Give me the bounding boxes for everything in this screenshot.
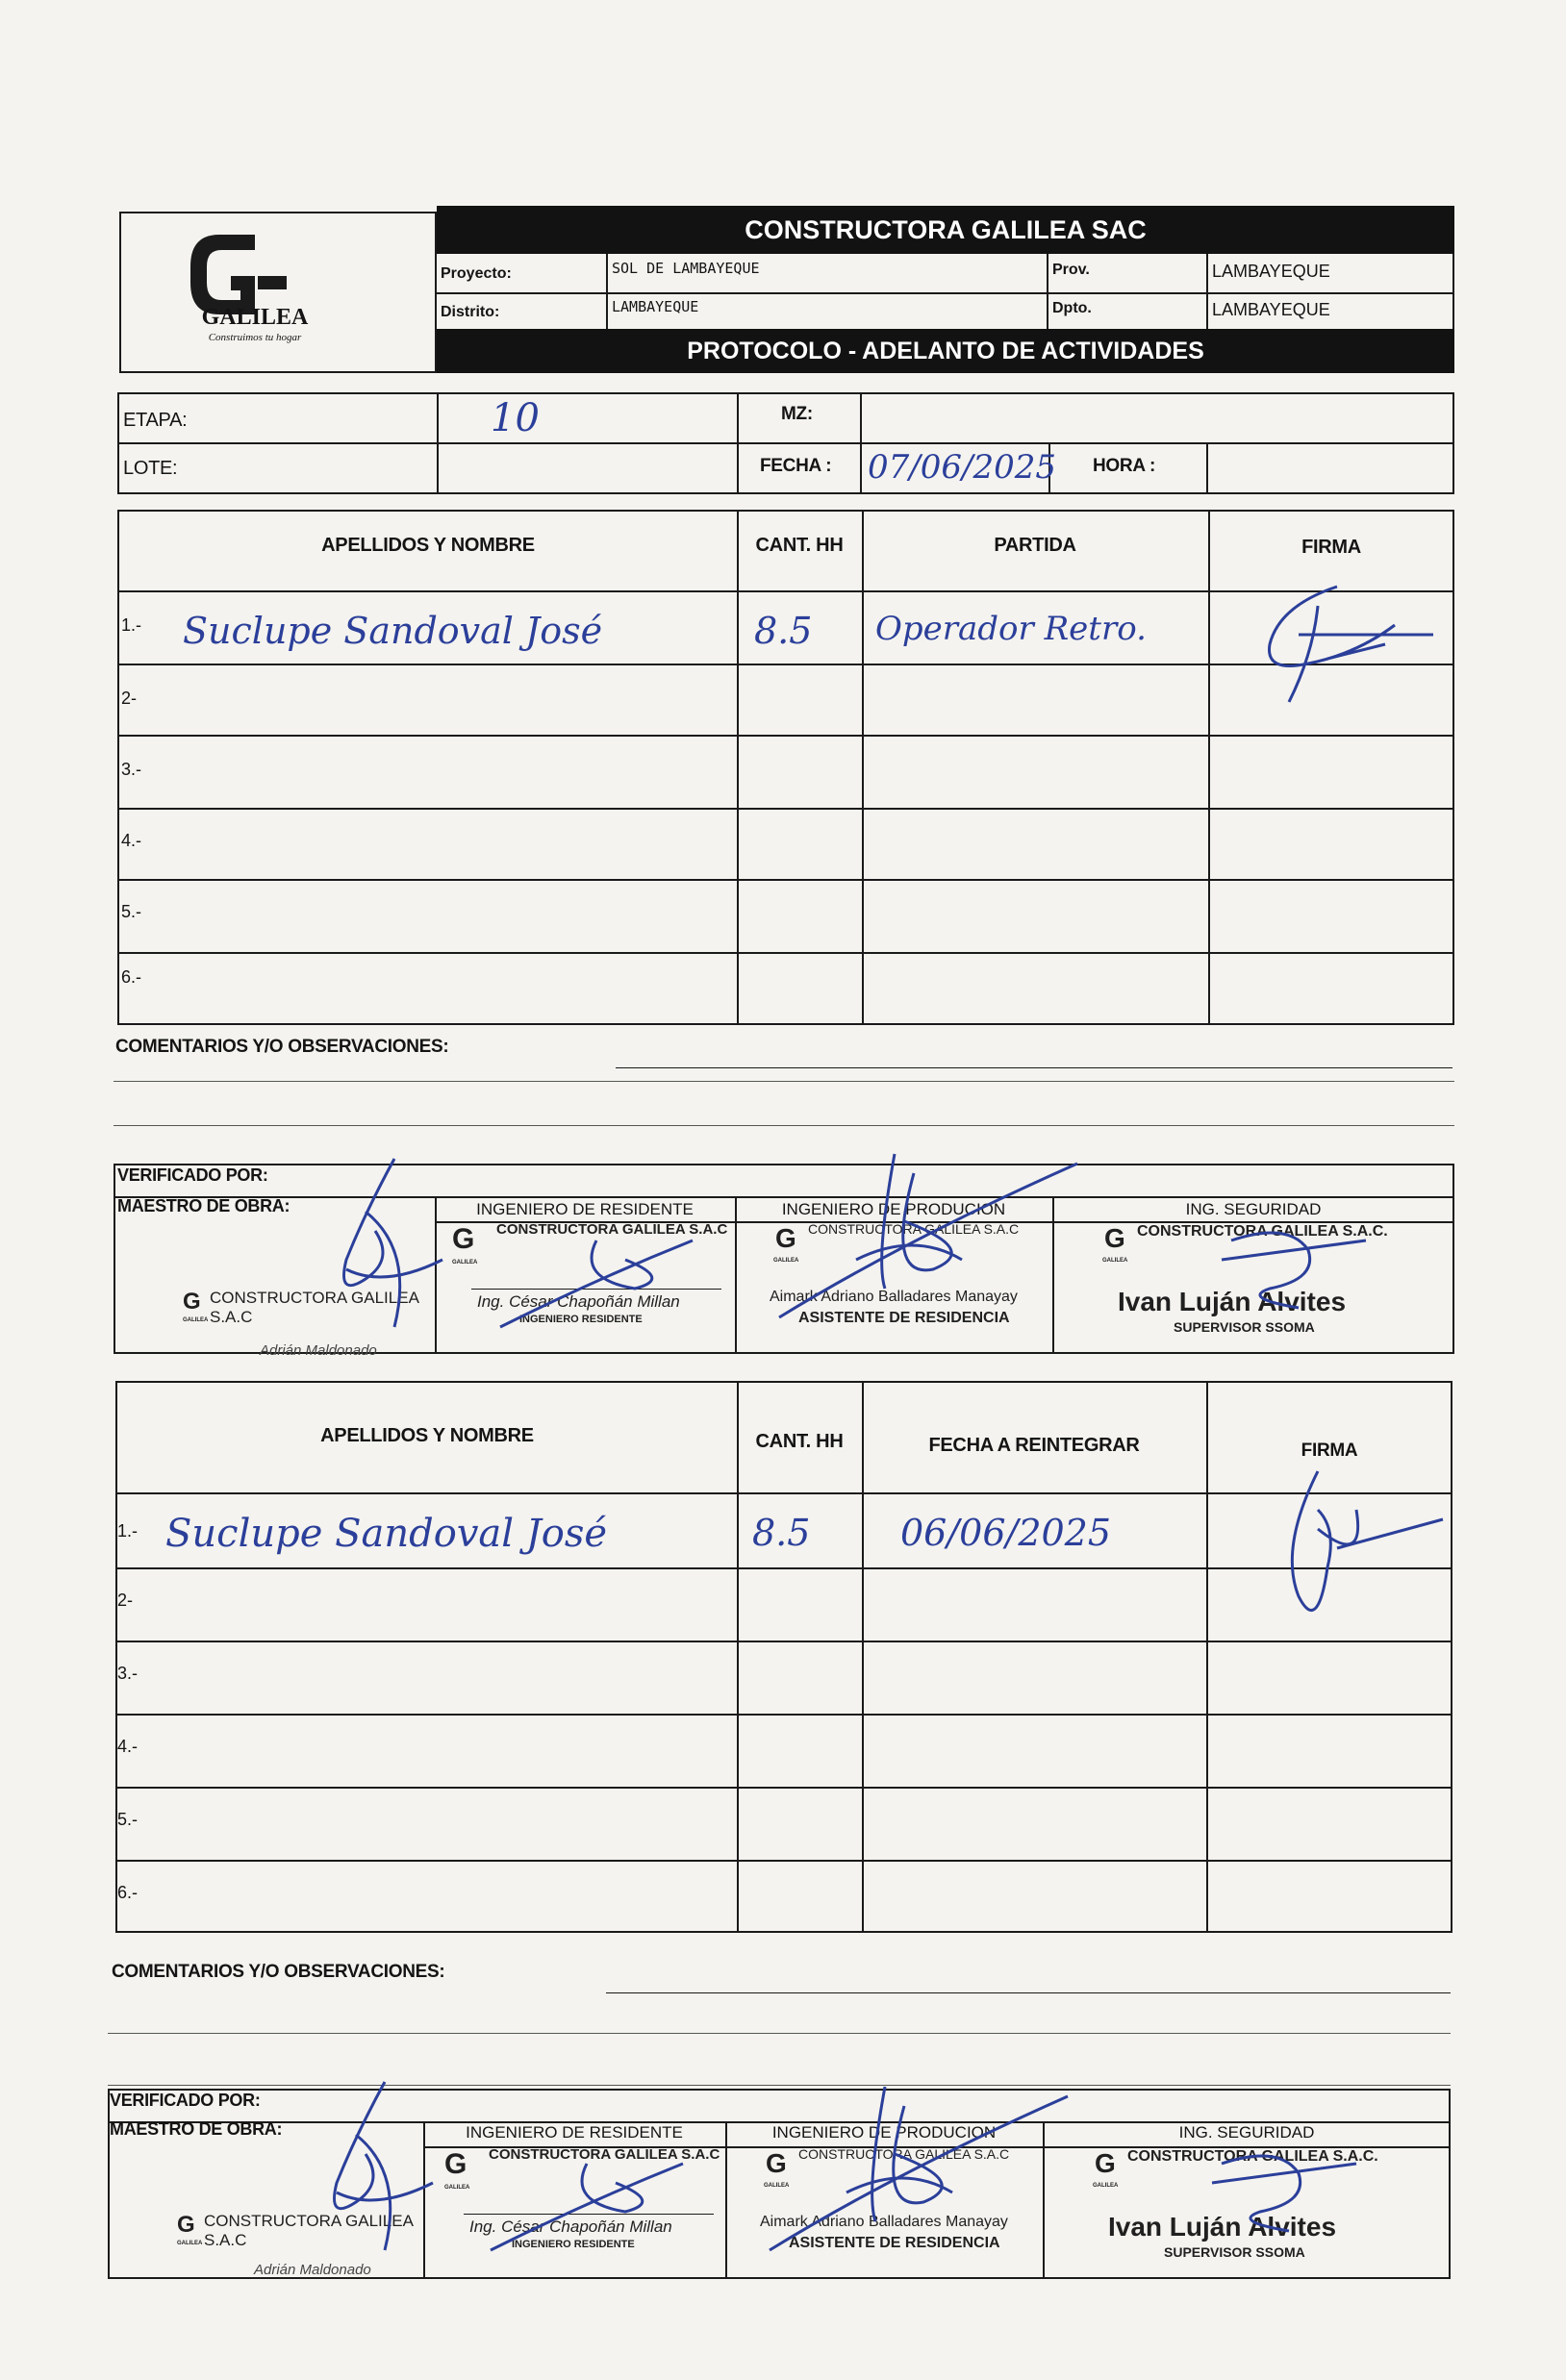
t1-row-num: 5.- (121, 902, 142, 921)
t2-row-num: 4.- (117, 1737, 139, 1756)
t2-row-num: 1.- (117, 1521, 139, 1541)
t2-comment-line (606, 1992, 1451, 1993)
v2-seguridad-label: ING. SEGURIDAD (1178, 2123, 1315, 2142)
reintegro-table (115, 1381, 1452, 1933)
v2-seguridad-logo: GALILEA (1093, 2183, 1119, 2189)
v1-produccion-label: INGENIERO DE PRODUCION (781, 1200, 1006, 1218)
v1-seguridad-role: SUPERVISOR SSOMA (1174, 1319, 1315, 1335)
v1-maestro-stamp-logo-icon: G (183, 1289, 201, 1315)
fecha-value: 07/06/2025 (868, 448, 1056, 487)
t2-header-fecha: FECHA A REINTEGRAR (928, 1435, 1140, 1456)
t2-row-line (115, 1641, 1452, 1642)
fecha-label: FECHA : (760, 456, 832, 476)
v1-residente-company: CONSTRUCTORA GALILEA S.A.C (496, 1221, 728, 1238)
v2-produccion-label: INGENIERO DE PRODUCION (771, 2123, 997, 2142)
v2-produccion-signature (760, 2077, 1087, 2269)
t2-col-2 (862, 1381, 864, 1933)
t1-row-num: 2- (121, 689, 138, 708)
v2-residente-logo: GALILEA (444, 2185, 470, 2191)
v2-maestro-signature (279, 2077, 471, 2269)
v2-residente-logo-icon: G (444, 2148, 467, 2180)
v2-seguridad-logo-icon: G (1095, 2148, 1116, 2178)
v2-produccion-logo: GALILEA (764, 2183, 790, 2189)
v1-produccion-signature (770, 1144, 1097, 1337)
etapa-value: 10 (491, 396, 540, 440)
v2-verificado-label: VERIFICADO POR: (110, 2091, 261, 2110)
t2-row-line (115, 1567, 1452, 1569)
t2-header-firma: FIRMA (1301, 1441, 1358, 1461)
dpto-label: Dpto. (1052, 300, 1092, 316)
v2-produccion-role: ASISTENTE DE RESIDENCIA (789, 2235, 1000, 2251)
v2-maestro-stamp-logo-icon: G (177, 2212, 195, 2238)
t1-firma-signature (1241, 577, 1452, 712)
t1-row-line (117, 808, 1454, 810)
v2-seguridad-role: SUPERVISOR SSOMA (1164, 2244, 1305, 2260)
t1-row-line (117, 952, 1454, 954)
t2-row-num: 5.- (117, 1810, 139, 1829)
etapa-label: ETAPA: (123, 410, 188, 431)
company-title-bar: CONSTRUCTORA GALILEA SAC (437, 206, 1454, 254)
t2-header-hh: CANT. HH (755, 1431, 844, 1452)
v2-maestro-stamp-company: CONSTRUCTORA GALILEA S.A.C (204, 2212, 413, 2249)
v1-seguridad-label: ING. SEGURIDAD (1185, 1200, 1322, 1218)
v2-produccion-logo-icon: G (766, 2148, 787, 2178)
v1-residente-label: INGENIERO DE RESIDENTE (476, 1200, 694, 1218)
v2-maestro-name: Adrián Maldonado (254, 2262, 371, 2278)
v1-produccion-logo: GALILEA (773, 1258, 799, 1264)
t2-header-name: APELLIDOS Y NOMBRE (320, 1425, 534, 1446)
t1-col-2 (862, 510, 864, 1025)
t2-firma-signature (1260, 1452, 1452, 1635)
v1-maestro-name: Adrián Maldonado (260, 1342, 377, 1359)
v1-produccion-company: CONSTRUCTORA GALILEA S.A.C (808, 1221, 1020, 1237)
v1-seguridad-logo: GALILEA (1102, 1258, 1128, 1264)
t1-row-line (117, 735, 1454, 737)
t2-row-num: 2- (117, 1591, 134, 1610)
v2-residente-company: CONSTRUCTORA GALILEA S.A.C (489, 2146, 720, 2163)
t1-row-num: 4.- (121, 831, 142, 850)
v1-residente-logo: GALILEA (452, 1260, 478, 1265)
v1-produccion-role: ASISTENTE DE RESIDENCIA (798, 1310, 1010, 1326)
v1-produccion-logo-icon: G (775, 1223, 796, 1253)
t1-row-partida: Operador Retro. (875, 610, 1147, 648)
v1-residente-name: Ing. César Chapoñán Millan (477, 1292, 680, 1311)
t1-row-num: 6.- (121, 967, 142, 987)
v2-produccion-name: Aimark Adriano Balladares Manayay (760, 2214, 1008, 2230)
distrito-label: Distrito: (441, 304, 500, 320)
info-col-3 (860, 392, 862, 494)
t1-comments-label: COMENTARIOS Y/O OBSERVACIONES: (115, 1037, 449, 1057)
v2-residente-signature (471, 2144, 702, 2269)
proyecto-value: SOL DE LAMBAYEQUE (612, 260, 760, 277)
v2-produccion-company: CONSTRUCTORA GALILEA S.A.C (798, 2146, 1010, 2162)
t2-row-name: Suclupe Sandoval José (165, 1512, 608, 1556)
t1-row-hh: 8.5 (754, 610, 813, 652)
v1-verificado-label: VERIFICADO POR: (117, 1165, 268, 1185)
t2-row-num: 3.- (117, 1664, 139, 1683)
t1-row-name: Suclupe Sandoval José (183, 610, 603, 652)
t2-comments-label: COMENTARIOS Y/O OBSERVACIONES: (112, 1962, 445, 1982)
prov-value: LAMBAYEQUE (1212, 262, 1330, 281)
logo-text: GALILEA (201, 305, 309, 330)
protocol-title-bar: PROTOCOLO - ADELANTO DE ACTIVIDADES (437, 329, 1454, 373)
v1-residente-signature (481, 1221, 712, 1346)
header-col-2 (1047, 254, 1048, 329)
t2-col-1 (737, 1381, 739, 1933)
v2-residente-label: INGENIERO DE RESIDENTE (466, 2123, 683, 2142)
info-col-2 (737, 392, 739, 494)
v1-maestro-stamp-company: CONSTRUCTORA GALILEA S.A.C (210, 1289, 418, 1326)
t2-row-fecha: 06/06/2025 (900, 1512, 1112, 1554)
header-col-3 (1206, 254, 1208, 329)
t2-row-num: 6.- (117, 1883, 139, 1902)
t1-row-num: 3.- (121, 760, 142, 779)
v1-seguridad-name: Ivan Luján Alvites (1118, 1287, 1347, 1316)
dpto-value: LAMBAYEQUE (1212, 300, 1330, 319)
v1-maestro-label: MAESTRO DE OBRA: (117, 1196, 290, 1215)
t2-row-line (115, 1714, 1452, 1716)
prov-label: Prov. (1052, 262, 1090, 278)
t2-row-line (115, 1860, 1452, 1862)
v1-seguridad-company: CONSTRUCTORA GALILEA S.A.C. (1137, 1223, 1388, 1240)
mz-label: MZ: (781, 404, 813, 424)
v1-seguridad-logo-icon: G (1104, 1223, 1125, 1253)
header-col-1 (606, 254, 608, 329)
t1-row-line (117, 879, 1454, 881)
t1-comment-line (616, 1067, 1452, 1068)
distrito-value: LAMBAYEQUE (612, 298, 699, 315)
t1-comment-line (114, 1081, 1454, 1082)
info-col-5 (1206, 442, 1208, 494)
v2-seguridad-name: Ivan Luján Alvites (1108, 2212, 1337, 2242)
v2-residente-name: Ing. César Chapoñán Millan (469, 2217, 672, 2236)
t1-row-num: 1.- (121, 615, 142, 635)
lote-label: LOTE: (123, 458, 178, 479)
t2-header-line (115, 1492, 1452, 1494)
t1-header-partida: PARTIDA (994, 535, 1076, 556)
t2-row-hh: 8.5 (752, 1512, 811, 1554)
v1-maestro-stamp-logo: GALILEA (183, 1317, 209, 1323)
t2-comment-line (108, 2033, 1451, 2034)
t2-col-3 (1206, 1381, 1208, 1933)
info-mid-line (117, 442, 1454, 444)
company-logo (135, 223, 423, 358)
t1-comment-line (114, 1125, 1454, 1126)
t1-header-firma: FIRMA (1301, 537, 1361, 558)
v1-residente-logo-icon: G (452, 1223, 475, 1255)
v1-residente-role: INGENIERO RESIDENTE (519, 1314, 643, 1325)
hora-label: HORA : (1093, 456, 1156, 476)
t1-col-1 (737, 510, 739, 1025)
t1-col-3 (1208, 510, 1210, 1025)
v2-seguridad-company: CONSTRUCTORA GALILEA S.A.C. (1127, 2148, 1378, 2165)
header-row-line (437, 292, 1454, 294)
t2-row-line (115, 1787, 1452, 1789)
v2-seguridad-signature (1164, 2135, 1376, 2250)
v2-maestro-stamp-logo: GALILEA (177, 2241, 203, 2246)
info-col-1 (437, 392, 439, 494)
logo-tagline: Construimos tu hogar (208, 332, 302, 343)
t1-header-name: APELLIDOS Y NOMBRE (321, 535, 535, 556)
v2-residente-role: INGENIERO RESIDENTE (512, 2239, 635, 2250)
v1-produccion-name: Aimark Adriano Balladares Manayay (770, 1289, 1018, 1305)
v2-maestro-label: MAESTRO DE OBRA: (110, 2119, 283, 2139)
t1-header-hh: CANT. HH (755, 535, 844, 556)
v1-seguridad-signature (1174, 1212, 1385, 1327)
proyecto-label: Proyecto: (441, 265, 512, 282)
